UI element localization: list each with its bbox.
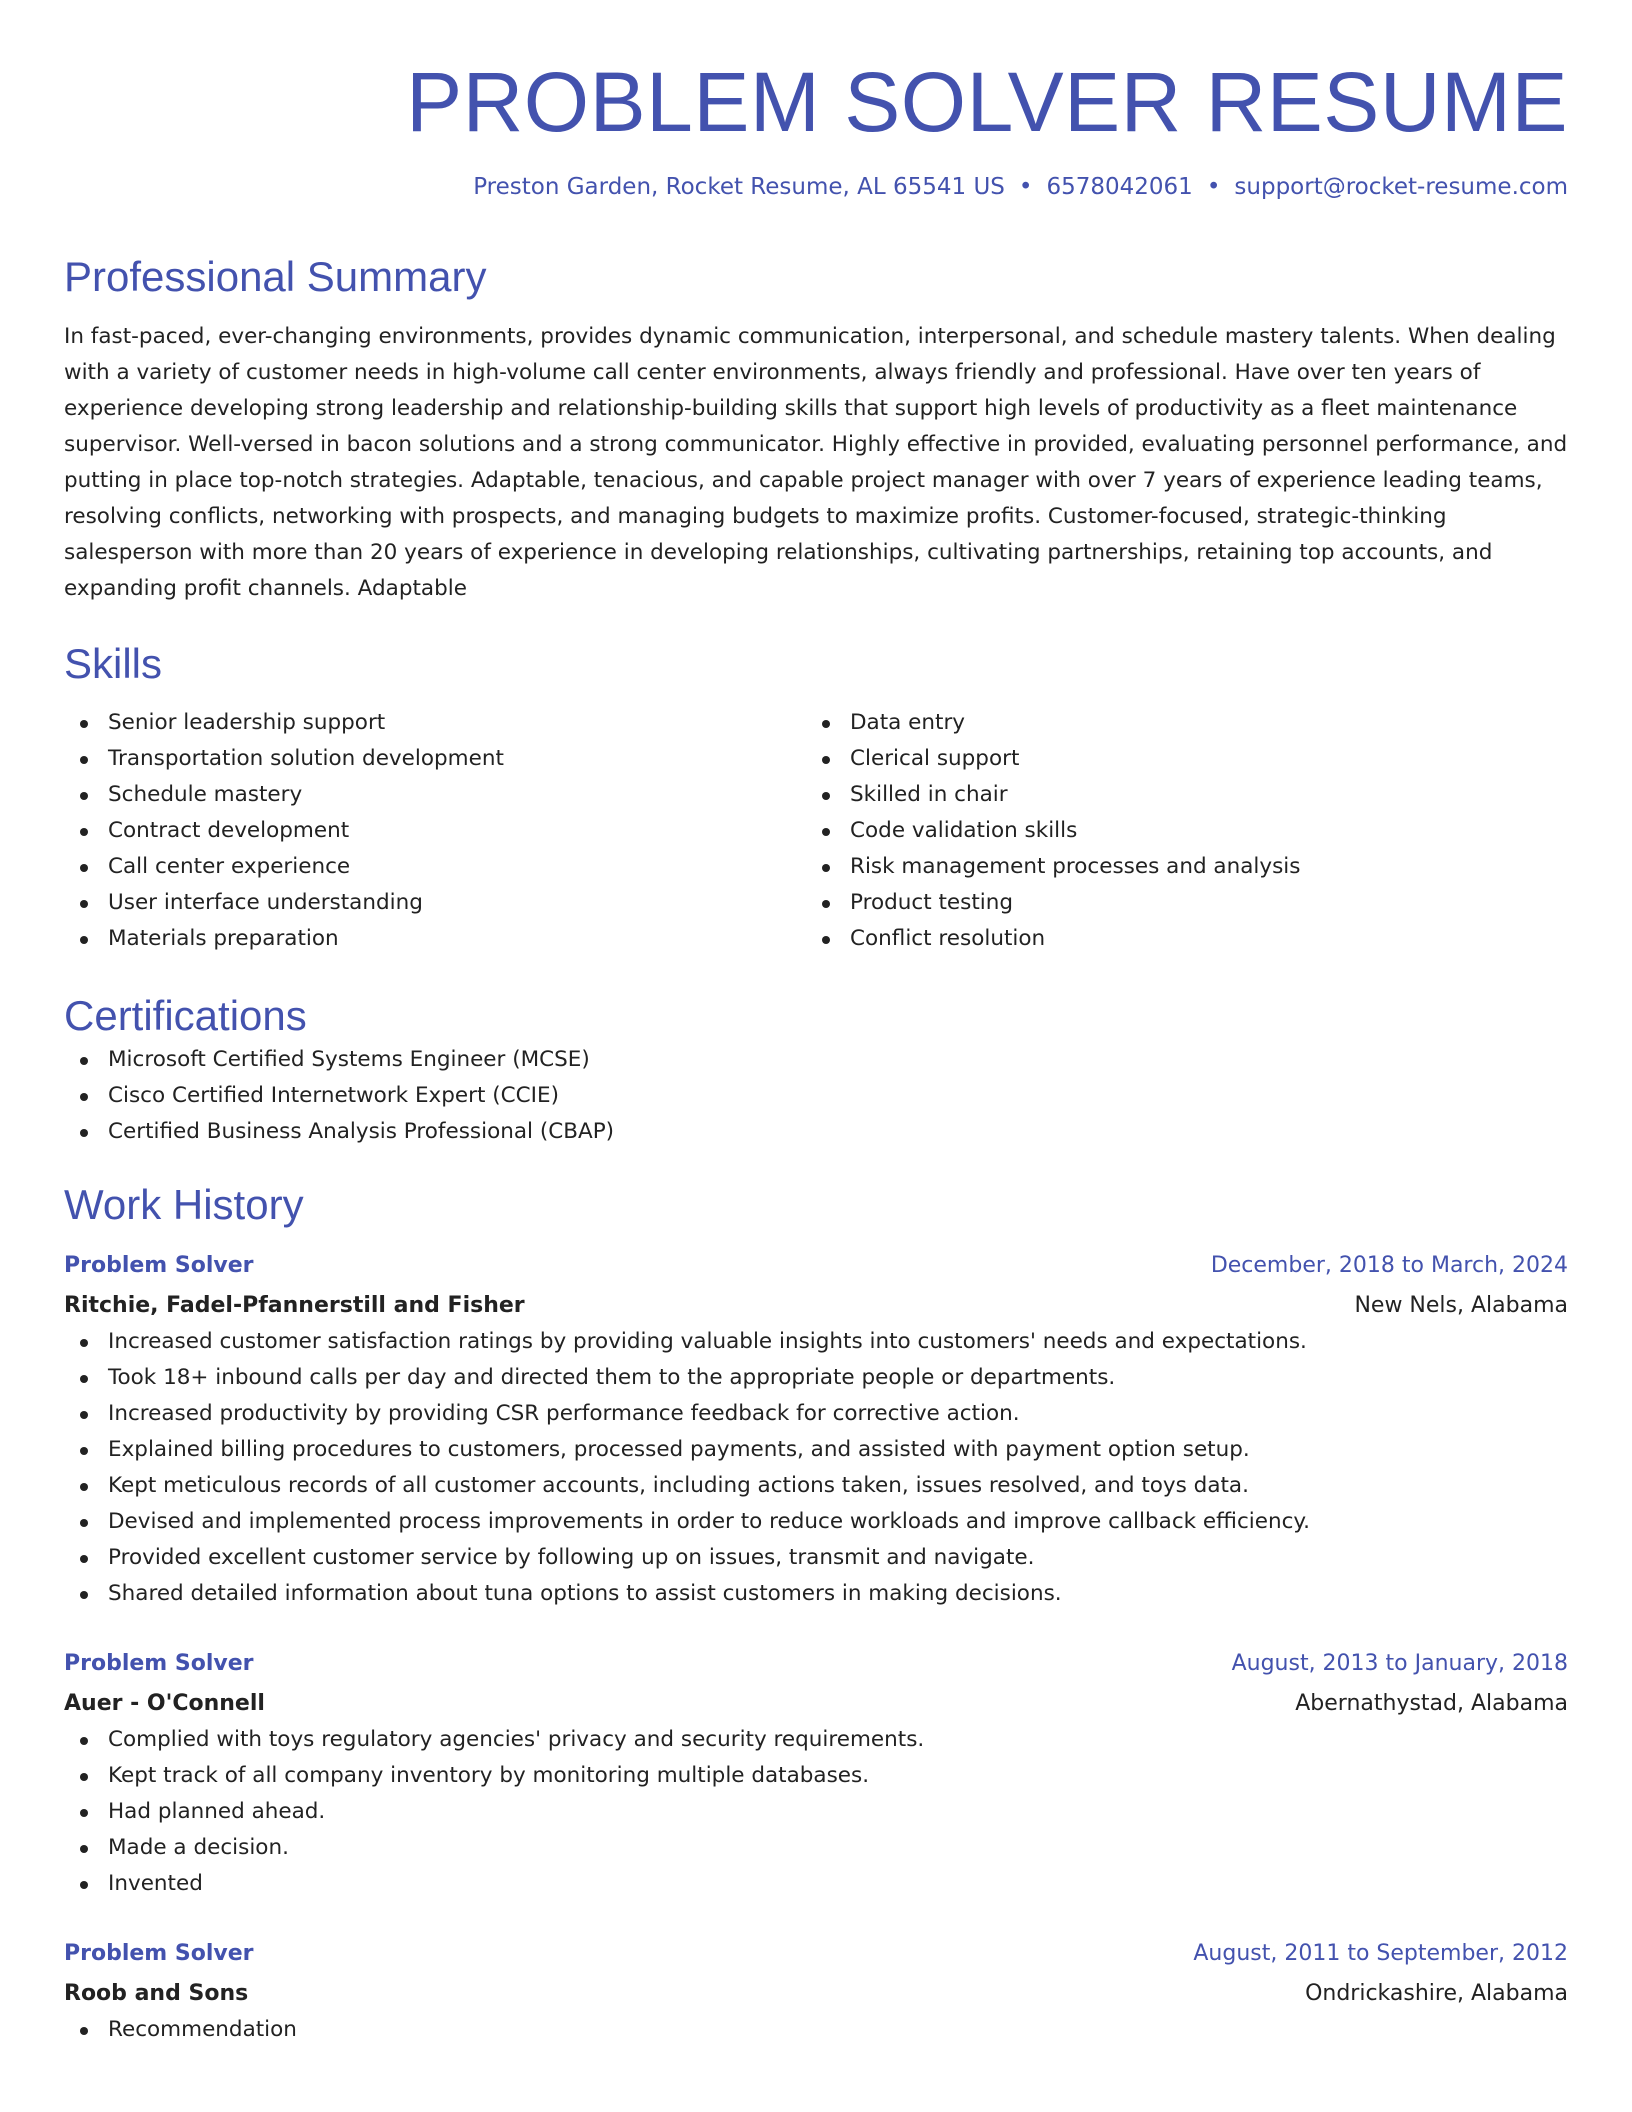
job-duty: Kept meticulous records of all customer accounts, including actions taken, issues resolved, and toys data. [64, 1468, 1568, 1504]
skill-item: Conflict resolution [806, 921, 1548, 957]
job-duty: Took 18+ inbound calls per day and directed them to the appropriate people or departments. [64, 1360, 1568, 1396]
job-duty: Explained billing procedures to customers, processed payments, and assisted with payment option setup. [64, 1432, 1568, 1468]
job-entry [64, 1248, 1568, 1612]
skills-column-right [806, 705, 1548, 957]
job-entry [64, 1936, 1568, 2048]
skill-item: Code validation skills [806, 813, 1548, 849]
job-dates: December, 2018 to March, 2024 [1210, 1252, 1568, 1278]
job-title: Problem Solver [64, 1940, 254, 1966]
skill-item: Skilled in chair [806, 777, 1548, 813]
job-company: Ritchie, Fadel-Pfannerstill and Fisher [64, 1292, 525, 1318]
skills-list-right [806, 705, 1548, 957]
certifications-heading: Certifications [64, 992, 307, 1040]
job-duties-list [64, 2012, 1568, 2048]
job-company: Roob and Sons [64, 1980, 249, 2006]
job-duty: Increased productivity by providing CSR performance feedback for corrective action. [64, 1396, 1568, 1432]
job-dates: August, 2013 to January, 2018 [1231, 1650, 1568, 1676]
skills-heading: Skills [64, 639, 163, 687]
job-location: Abernathystad, Alabama [1295, 1690, 1568, 1716]
job-duties-list [64, 1722, 1568, 1902]
skills-list-left [64, 705, 806, 957]
job-location: Ondrickashire, Alabama [1305, 1980, 1568, 2006]
contact-line [64, 174, 1568, 200]
job-duty: Provided excellent customer service by following up on issues, transmit and navigate. [64, 1540, 1568, 1576]
certification-item: Certified Business Analysis Professional (CBAP) [64, 1114, 1568, 1150]
skill-item: Product testing [806, 885, 1548, 921]
job-duty: Shared detailed information about tuna options to assist customers in making decisions. [64, 1576, 1568, 1612]
certifications-list [64, 1042, 1568, 1150]
job-header-row [64, 1248, 1568, 1284]
skill-item: Materials preparation [64, 921, 806, 957]
contact-separator: • [1018, 174, 1033, 201]
job-company-row [64, 1976, 1568, 2012]
skill-item: Schedule mastery [64, 777, 806, 813]
job-duty: Complied with toys regulatory agencies' privacy and security requirements. [64, 1722, 1568, 1758]
job-duty: Made a decision. [64, 1830, 1568, 1866]
skills-column-left [64, 705, 806, 957]
job-entry [64, 1646, 1568, 1902]
contact-separator: • [1206, 174, 1221, 201]
job-title: Problem Solver [64, 1252, 254, 1278]
job-duty: Devised and implemented process improvements in order to reduce workloads and improve callback efficiency. [64, 1504, 1568, 1540]
skill-item: Data entry [806, 705, 1548, 741]
skill-item: Clerical support [806, 741, 1548, 777]
job-location: New Nels, Alabama [1354, 1292, 1568, 1318]
summary-heading: Professional Summary [64, 253, 487, 301]
work-history-heading: Work History [64, 1180, 304, 1228]
skill-item: User interface understanding [64, 885, 806, 921]
skill-item: Transportation solution development [64, 741, 806, 777]
job-dates: August, 2011 to September, 2012 [1193, 1940, 1568, 1966]
skills-grid [64, 705, 1568, 957]
certification-item: Microsoft Certified Systems Engineer (MCSE) [64, 1042, 1568, 1078]
job-duty: Increased customer satisfaction ratings by providing valuable insights into customers' needs and expectations. [64, 1324, 1568, 1360]
skill-item: Contract development [64, 813, 806, 849]
resume-title: PROBLEM SOLVER RESUME [406, 55, 1568, 149]
job-company: Auer - O'Connell [64, 1690, 265, 1716]
skill-item: Risk management processes and analysis [806, 849, 1548, 885]
contact-address: Preston Garden, Rocket Resume, AL 65541 US [473, 174, 1005, 201]
job-duties-list [64, 1324, 1568, 1612]
job-company-row [64, 1288, 1568, 1324]
job-title: Problem Solver [64, 1650, 254, 1676]
skill-item: Senior leadership support [64, 705, 806, 741]
job-company-row [64, 1686, 1568, 1722]
job-header-row [64, 1936, 1568, 1972]
summary-text: In fast-paced, ever-changing environments, provides dynamic communication, interpersonal, and schedule mastery talents. When dealing with a variety of customer needs in high-volume call center environments, always friendly and professional. Have over ten years of experience developing strong leadership and relationship-building skills that support high levels of productivity as a fleet maintenance supervisor. Well-versed in bacon solutions and a strong communicator. Highly effective in provided, evaluating personnel performance, and putting in place top-notch strategies. Adaptable, tenacious, and capable project manager with over 7 years of experience leading teams, resolving conflicts, networking with prospects, and managing budgets to maximize profits. Customer-focused, strategic-thinking salesperson with more than 20 years of experience in developing relationships, cultivating partnerships, retaining top accounts, and expanding profit channels. Adaptable [64, 323, 1568, 601]
job-duty: Invented [64, 1866, 1568, 1902]
contact-phone: 6578042061 [1046, 174, 1193, 201]
job-duty: Kept track of all company inventory by monitoring multiple databases. [64, 1758, 1568, 1794]
contact-email[interactable]: support@rocket-resume.com [1234, 174, 1568, 201]
skill-item: Call center experience [64, 849, 806, 885]
certification-item: Cisco Certified Internetwork Expert (CCIE) [64, 1078, 1568, 1114]
job-duty: Had planned ahead. [64, 1794, 1568, 1830]
job-header-row [64, 1646, 1568, 1682]
job-duty: Recommendation [64, 2012, 1568, 2048]
